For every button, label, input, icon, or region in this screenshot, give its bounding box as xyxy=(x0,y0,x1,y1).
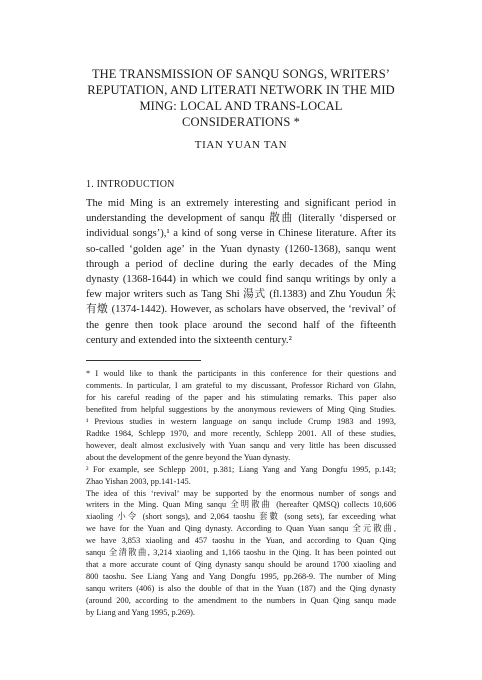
title-line: REPUTATION, AND LITERATI NETWORK IN THE MID xyxy=(87,83,395,97)
footnote-line: about the development of the genre beyond the Yuan dynasty. xyxy=(86,452,291,462)
body-line: century and extended into the sixteenth century.² xyxy=(86,334,292,346)
paper-title xyxy=(78,66,404,130)
body-line: through a period of decline during the early decades of the Ming xyxy=(86,258,396,270)
footnote-divider xyxy=(86,360,201,361)
title-line: CONSIDERATIONS * xyxy=(182,115,300,129)
footnote-line: 800 taoshu. See Liang Yang and Yang Dongfu 1995, pp.268-9. The number of Ming xyxy=(86,572,396,582)
body-paragraph xyxy=(86,196,396,348)
footnote-line: Radtke 1984, Schlepp 1970, and more recently, Schlepp 2001. All of these studies, xyxy=(86,428,396,438)
footnote-line: ² For example, see Schlepp 2001, p.381; Liang Yang and Yang Dongfu 1995, p.143; xyxy=(86,464,396,474)
footnote-line: that a more accurate count of Qing dynasty sanqu should be around 1700 xiaoling and xyxy=(86,560,396,570)
title-line: THE TRANSMISSION OF SANQU SONGS, WRITERS’ xyxy=(91,67,391,81)
author-name: TIAN YUAN TAN xyxy=(194,139,288,151)
footnote-line: writers in the Ming. Quan Ming sanqu 全明散曲 (hereafter QMSQ) collects 10,606 xyxy=(86,500,396,510)
footnote-line: by Liang and Yang 1995, p.269). xyxy=(86,608,196,618)
body-line: few major writers such as Tang Shi 湯式 (fl.1383) and Zhu Youdun 朱 xyxy=(86,289,396,301)
body-line: understanding the development of sanqu 散曲 (literally ‘dispersed or xyxy=(86,213,396,225)
footnote-line: sanqu writers (406) is also the double of that in the Yuan (187) and the Qing dynasty xyxy=(86,584,396,594)
body-line: The mid Ming is an extremely interesting and significant period in xyxy=(86,198,396,209)
footnote-line: ¹ Previous studies in western language on sanqu include Crump 1983 and 1993, xyxy=(86,416,396,426)
body-line: so-called ‘golden age’ in the Yuan dynasty (1260-1368), sanqu went xyxy=(86,243,396,255)
footnote-line: benefited from helpful suggestions by the anonymous reviewers of Ming Qing Studies. xyxy=(86,404,396,414)
section-heading: 1. INTRODUCTION xyxy=(86,179,175,190)
footnote-line: comments. In particular, I am grateful to my discussant, Professor Richard von Glahn, xyxy=(86,380,396,390)
title-line: MING: LOCAL AND TRANS-LOCAL xyxy=(139,99,343,113)
footnote-line: we have for the Yuan and Qing dynasty. According to Quan Yuan sanqu 全元散曲, xyxy=(86,524,396,534)
footnote-line: Zhao Yishan 2003, pp.141-145. xyxy=(86,476,191,486)
footnote-line: for his careful reading of the paper and his stimulating remarks. This paper also xyxy=(86,392,396,402)
footnotes xyxy=(86,368,396,619)
footnote-line: xiaoling 小令 (short songs), and 2,064 taoshu 套數 (song sets), far exceeding what xyxy=(86,512,396,522)
footnote-line: however, dealt almost exclusively with Yuan sanqu and very little has been discussed xyxy=(86,440,396,450)
body-line: 有燉 (1374-1442). However, as scholars have observed, the ‘revival’ of xyxy=(86,304,396,316)
body-line: individual songs’),¹ a kind of song verse in Chinese literature. After its xyxy=(86,228,396,240)
body-line: the genre then took place around the second half of the fifteenth xyxy=(86,319,396,331)
footnote-line: * I would like to thank the participants in this conference for their questions and xyxy=(86,369,396,378)
footnote-line: The idea of this ‘revival’ may be supported by the enormous number of songs and xyxy=(86,488,396,498)
body-line: dynasty (1368-1644) in which we could find sanqu writings by only a xyxy=(86,274,396,286)
footnote-line: (around 200, according to the amendment to the numbers in Quan Qing sanqu made xyxy=(86,596,396,606)
footnote-line: we have 3,853 xiaoling and 457 taoshu in the Yuan, and according to Quan Qing xyxy=(86,536,396,546)
footnote-line: sanqu 全清散曲, 3,214 xiaoling and 1,166 taoshu in the Qing. It has been pointed out xyxy=(86,548,396,558)
